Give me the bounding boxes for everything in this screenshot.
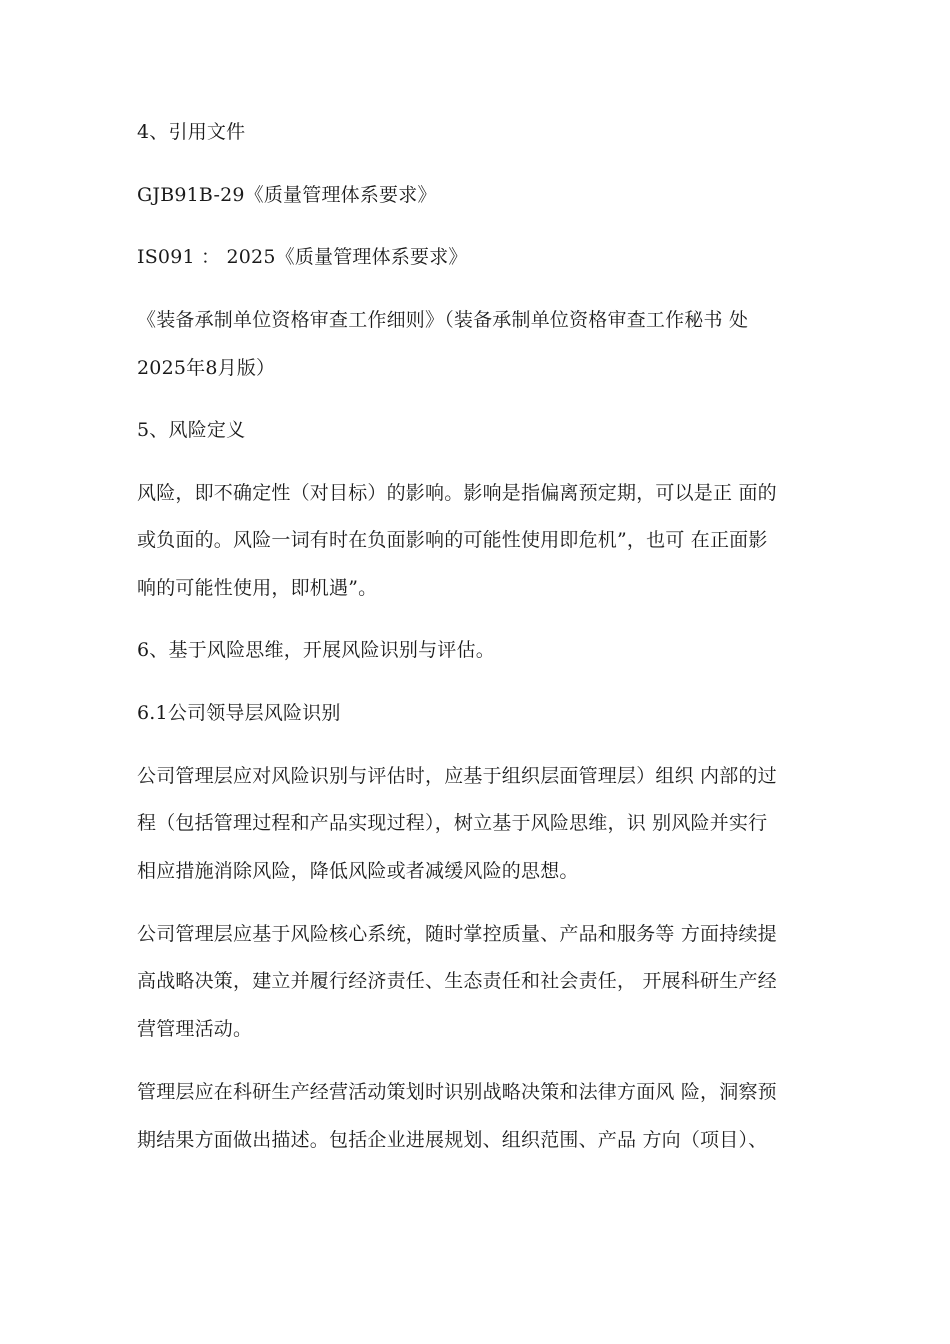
paragraph-line: 管理层应在科研生产经营活动策划时识别战略决策和法律方面风 险，洞察预 [137, 1081, 777, 1103]
subsection-heading-6-1: 6.1公司领导层风险识别 [137, 702, 341, 724]
paragraph-line: 公司管理层应对风险识别与评估时，应基于组织层面管理层）组织 内部的过 [137, 765, 777, 787]
reference-line-3-cont: 2025年8月版） [137, 357, 276, 379]
paragraph-line: 程（包括管理过程和产品实现过程），树立基于风险思维，识 别风险并实行 [137, 812, 768, 834]
reference-line-1: GJB91B-29《质量管理体系要求》 [137, 184, 437, 206]
paragraph-line: 营管理活动。 [137, 1018, 253, 1040]
section-heading-5: 5、风险定义 [137, 419, 246, 441]
paragraph-line: 期结果方面做出描述。包括企业进展规划、组织范围、产品 方向（项目）、 [137, 1129, 768, 1151]
reference-line-3: 《装备承制单位资格审查工作细则》（装备承制单位资格审查工作秘书 处 [137, 309, 749, 331]
section-heading-4: 4、引用文件 [137, 121, 246, 143]
paragraph-line: 响的可能性使用，即机遇”。 [137, 577, 378, 599]
section-heading-6: 6、基于风险思维，开展风险识别与评估。 [137, 639, 495, 661]
paragraph-line: 高战略决策，建立并履行经济责任、生态责任和社会责任， 开展科研生产经 [137, 970, 777, 992]
paragraph-line: 公司管理层应基于风险核心系统，随时掌控质量、产品和服务等 方面持续提 [137, 923, 777, 945]
paragraph-line: 风险，即不确定性（对目标）的影响。影响是指偏离预定期，可以是正 面的 [137, 482, 777, 504]
paragraph-line: 相应措施消除风险，降低风险或者减缓风险的思想。 [137, 860, 579, 882]
paragraph-line: 或负面的。风险一词有时在负面影响的可能性使用即危机”，也可 在正面影 [137, 529, 768, 551]
reference-line-2: IS091 ： 2025《质量管理体系要求》 [137, 246, 468, 268]
